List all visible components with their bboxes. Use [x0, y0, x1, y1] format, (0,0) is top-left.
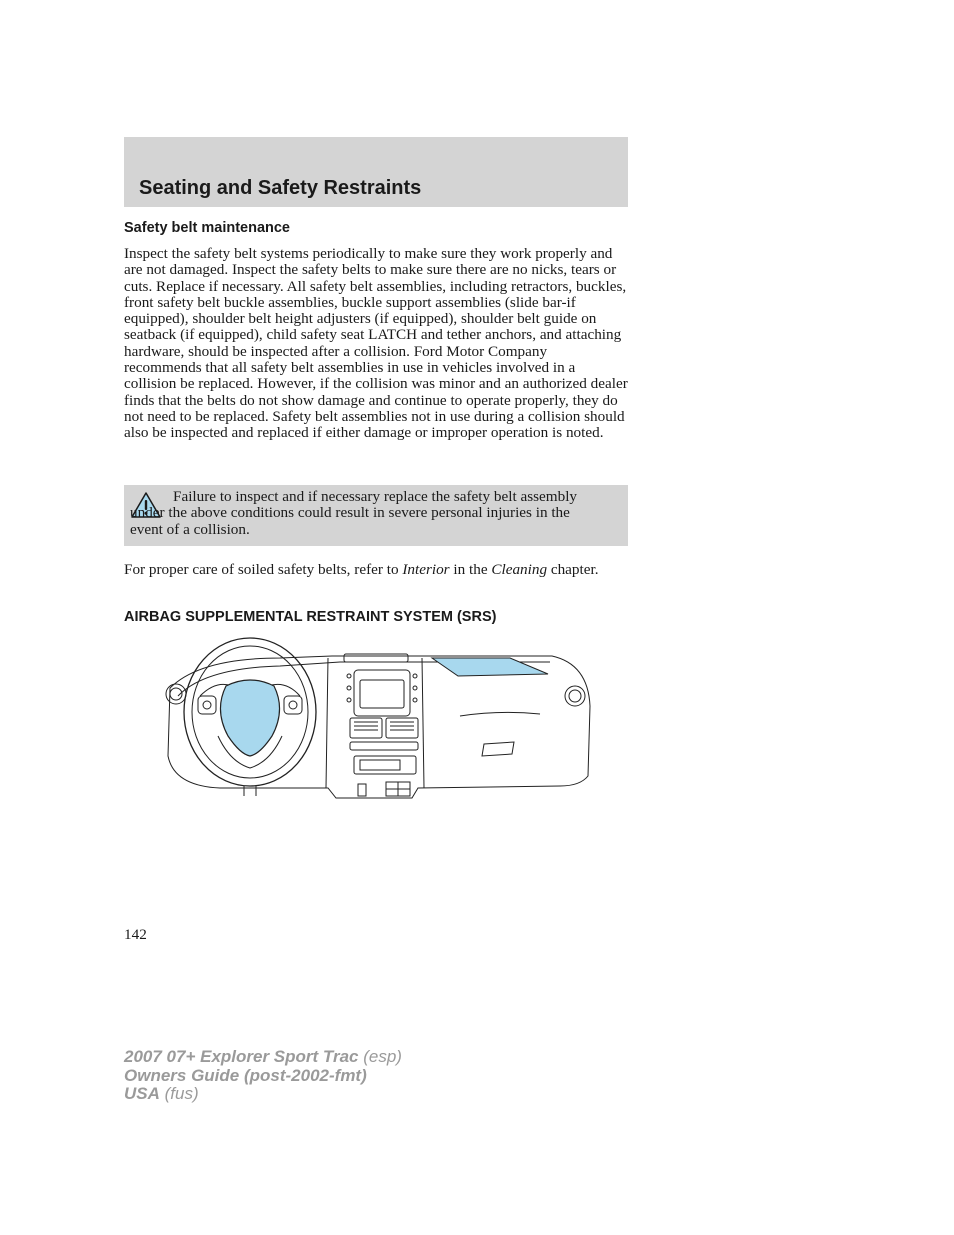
footer-line-3: USA (fus) [124, 1084, 199, 1103]
warning-text: Failure to inspect and if necessary replace the safety belt assembly under the above conditions could result in severe personal injuries in the event of a collision. [130, 488, 578, 538]
srs-heading: AIRBAG SUPPLEMENTAL RESTRAINT SYSTEM (SRS) [124, 609, 497, 625]
cleaning-reference: Cleaning [491, 561, 548, 578]
care-middle: in the [449, 561, 492, 578]
care-paragraph [124, 562, 628, 578]
warning-box [124, 485, 628, 546]
section-header-band [124, 137, 628, 207]
dashboard-airbag-illustration [160, 636, 596, 814]
document-footer [124, 1048, 402, 1104]
page-number: 142 [124, 926, 147, 943]
footer-line-2: Owners Guide (post-2002-fmt) [124, 1065, 367, 1085]
passenger-airbag-panel [432, 658, 548, 676]
section-title: Seating and Safety Restraints [139, 177, 422, 199]
maintenance-heading: Safety belt maintenance [124, 220, 290, 236]
maintenance-paragraph: Inspect the safety belt systems periodically to make sure they work properly and are not damaged. Inspect the safety belts to make sure there are no nicks, tears or cuts. Replace if necessary. All safety belt assemblies, including retractors, buckles, front safety belt buckle assemblies, buckle support assemblies (slide bar-if equipped), shoulder belt height adjusters (if equipped), shoulder belt guide on seatback (if equipped), child safety seat LATCH and tether anchors, and attaching hardware, should be inspected after a collision. Ford Motor Company recommends that all safety belt assemblies in use in vehicles involved in a collision be replaced. However, if the collision was minor and an authorized dealer finds that the belts do not show damage and continue to operate properly, they do not need to be replaced. Safety belt assemblies not in use during a collision should also be inspected and replaced if either damage or improper operation is noted. [124, 245, 628, 442]
footer-line-1: 2007 07+ Explorer Sport Trac (esp) [124, 1047, 402, 1066]
driver-airbag-cover [220, 680, 279, 756]
care-suffix: chapter. [547, 561, 599, 578]
care-prefix: For proper care of soiled safety belts, refer to [124, 561, 403, 578]
interior-reference: Interior [402, 561, 450, 578]
